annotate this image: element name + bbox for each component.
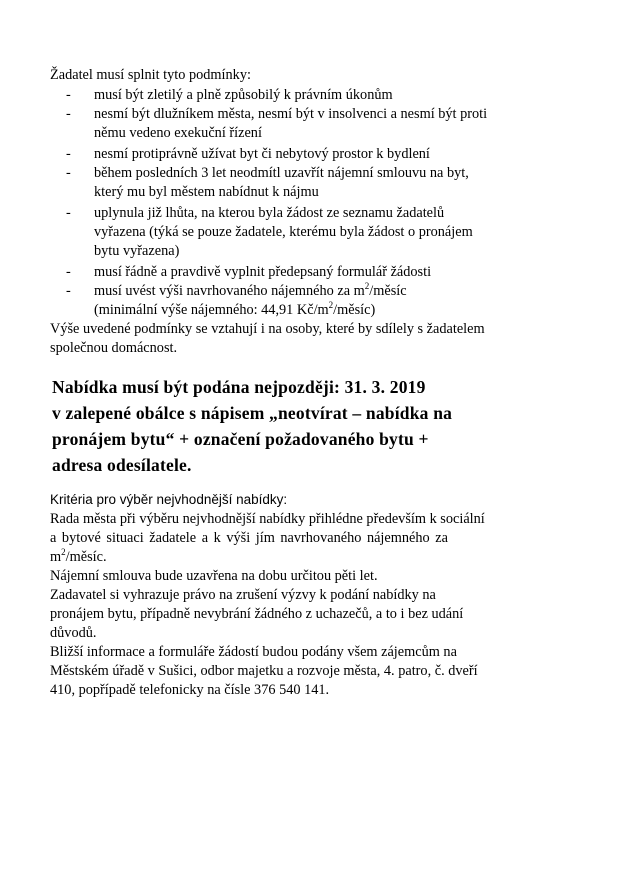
bullet-dash: -: [66, 146, 71, 162]
requirement-item: uplynula již lhůta, na kterou byla žádost ze seznamu žadatelů: [94, 205, 445, 221]
deadline-line: v zalepené obálce s nápisem „neotvírat – nabídka na: [52, 403, 453, 423]
requirement-item-rent: musí uvést výši navrhovaného nájemného za $m^2$/měsíc: [94, 281, 407, 299]
requirement-item: nesmí protiprávně užívat byt či nebytový prostor k bydlení: [94, 146, 430, 162]
requirement-item: nesmí být dlužníkem města, nesmí být v insolvenci a nesmí být proti: [94, 106, 488, 122]
reservation-paragraph: Zadavatel si vyhrazuje právo na zrušení výzvy k podání nabídky na: [50, 587, 436, 603]
requirement-item-cont: který mu byl městem nabídnut k nájmu: [94, 184, 319, 200]
requirement-item: musí řádně a pravdivě vyplnit předepsaný formulář žádosti: [94, 264, 432, 280]
contact-paragraph: Bližší informace a formuláře žádostí budou podány všem zájemcům na: [50, 644, 457, 660]
requirement-item: musí být zletilý a plně způsobilý k právním úkonům: [94, 87, 393, 103]
contact-paragraph-cont: Městském úřadě v Sušici, odbor majetku a rozvoje města, 4. patro, č. dveří: [50, 663, 478, 679]
bullet-dash: -: [66, 165, 71, 181]
deadline-line: adresa odesílatele.: [52, 455, 192, 475]
bullet-dash: -: [66, 87, 71, 103]
requirement-item-cont: vyřazena (týká se pouze žadatele, kterému byla žádost o pronájem: [94, 224, 473, 240]
contact-paragraph-cont: 410, popřípadě telefonicky na čísle 376 540 141.: [50, 682, 330, 698]
lease-term: Nájemní smlouva bude uzavřena na dobu určitou pěti let.: [50, 568, 378, 584]
criteria-heading: Kritéria pro výběr nejvhodnější nabídky:: [50, 492, 288, 507]
bullet-dash: -: [66, 264, 71, 280]
deadline-line: Nabídka musí být podána nejpozději: 31. 3. 2019: [52, 377, 426, 397]
minimum-rent-note: (minimální výše nájemného: 44,91 $Kč/m^2/měsíc$): [94, 300, 376, 318]
deadline-line: pronájem bytu“ + označení požadovaného bytu +: [52, 429, 429, 449]
bullet-dash: -: [66, 283, 71, 299]
requirement-item: během posledních 3 let neodmítl uzavřít nájemní smlouvu na byt,: [94, 165, 469, 181]
reservation-paragraph-cont: pronájem bytu, případně nevybrání žádného z uchazečů, a to i bez udání: [50, 606, 464, 622]
requirement-item-cont: bytu vyřazena): [94, 243, 180, 259]
bullet-dash: -: [66, 205, 71, 221]
requirements-intro: Žadatel musí splnit tyto podmínky:: [50, 67, 251, 83]
requirements-note: Výše uvedené podmínky se vztahují i na osoby, které by sdílely s žadatelem: [50, 321, 485, 337]
requirement-item-cont: němu vedeno exekuční řízení: [94, 125, 262, 141]
criteria-paragraph-cont: a bytové situaci žadatele a k výši jím navrhovaného nájemného za: [50, 530, 448, 546]
requirements-note-cont: společnou domácnost.: [50, 340, 178, 356]
reservation-paragraph-cont: důvodů.: [50, 625, 97, 641]
criteria-paragraph: Rada města při výběru nejvhodnější nabídky přihlédne především k sociální: [50, 511, 485, 527]
criteria-paragraph-cont: $m^2$/měsíc.: [50, 547, 107, 565]
bullet-dash: -: [66, 106, 71, 122]
